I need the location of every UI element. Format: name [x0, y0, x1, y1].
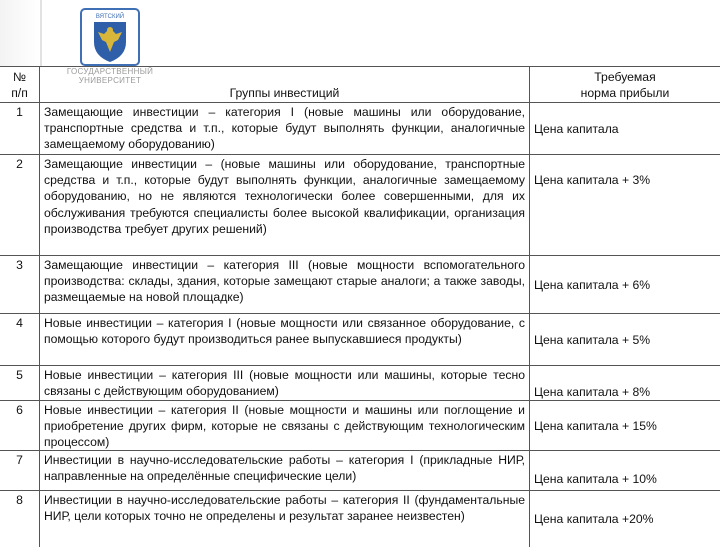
header-num-line1: № — [12, 69, 27, 84]
header-norm-line2: норма прибыли — [580, 86, 670, 100]
header-norm — [530, 67, 720, 102]
row-num: 5 — [0, 366, 40, 400]
row-group: Инвестиции в научно-исследовательские работы – категория I (прикладные НИР, направленные на определённые специфические цели) — [40, 451, 530, 490]
row-num: 7 — [0, 451, 40, 490]
row-norm: Цена капитала + 6% — [534, 277, 651, 292]
table-row — [0, 256, 720, 314]
row-group: Новые инвестиции – категория III (новые мощности или машины, которые тесно связаны с действующим оборудованием) — [40, 366, 530, 400]
row-group: Новые инвестиции – категория II (новые мощности и машины или поглощение и приобретение других фирм, которые не связаны с действующим технологическим процессом) — [40, 401, 530, 450]
row-group: Замещающие инвестиции – категория I (новые машины или оборудование, транспортные средства и т.п., которые будут выполнять функции, аналогичные замещаемому оборудованию) — [40, 103, 530, 154]
header-norm-line1: Требуемая — [594, 69, 656, 84]
svg-text:ВЯТСКИЙ: ВЯТСКИЙ — [95, 14, 125, 20]
table-header-row — [0, 67, 720, 103]
row-group: Новые инвестиции – категория I (новые мощности или связанное оборудование, с помощью которого будут производиться ранее выпускавшиеся продукты) — [40, 314, 530, 365]
row-norm: Цена капитала +20% — [534, 512, 654, 527]
row-num: 8 — [0, 491, 40, 547]
row-group: Замещающие инвестиции – (новые машины или оборудование, транспортные средства и т.п., которые будут выполнять функции, аналогичные замещаемому оборудованию, но не являются технологически более совершенными, для их обслуживания требуются специалисты более высокой квалификации, организация производства требует других решений) — [40, 155, 530, 255]
investment-norms-table — [0, 66, 720, 547]
table-row — [0, 103, 720, 155]
slide-frame-corner — [0, 0, 41, 67]
header-num — [0, 67, 40, 102]
row-num: 4 — [0, 314, 40, 365]
university-emblem-icon — [80, 8, 140, 66]
row-group: Замещающие инвестиции – категория III (новые мощности вспомогательного производства: склады, здания, которые замещают старые аналоги; а также заводы, размещаемые на новой площадке) — [40, 256, 530, 313]
row-num: 1 — [0, 103, 40, 154]
table-row — [0, 155, 720, 256]
row-norm: Цена капитала + 8% — [534, 384, 651, 399]
row-norm: Цена капитала — [534, 121, 619, 136]
slide-frame-line — [40, 0, 42, 66]
row-group: Инвестиции в научно-исследовательские работы – категория II (фундаментальные НИР, цели которых точно не определены и результат заранее неизвестен) — [40, 491, 530, 547]
header-group: Группы инвестиций — [40, 67, 530, 102]
row-num: 2 — [0, 155, 40, 255]
table-row — [0, 366, 720, 401]
table-row — [0, 491, 720, 547]
table-row — [0, 401, 720, 451]
university-logo — [80, 8, 140, 66]
table-row — [0, 314, 720, 366]
table-row — [0, 451, 720, 491]
row-num: 3 — [0, 256, 40, 313]
row-norm: Цена капитала + 10% — [534, 471, 657, 486]
row-norm: Цена капитала + 15% — [534, 418, 657, 433]
row-norm: Цена капитала + 3% — [534, 173, 651, 187]
header-num-line2: п/п — [11, 85, 28, 100]
row-num: 6 — [0, 401, 40, 450]
row-norm: Цена капитала + 5% — [534, 332, 651, 347]
logo-caption: ГОСУДАРСТВЕННЫЙ УНИВЕРСИТЕТ — [66, 67, 154, 85]
